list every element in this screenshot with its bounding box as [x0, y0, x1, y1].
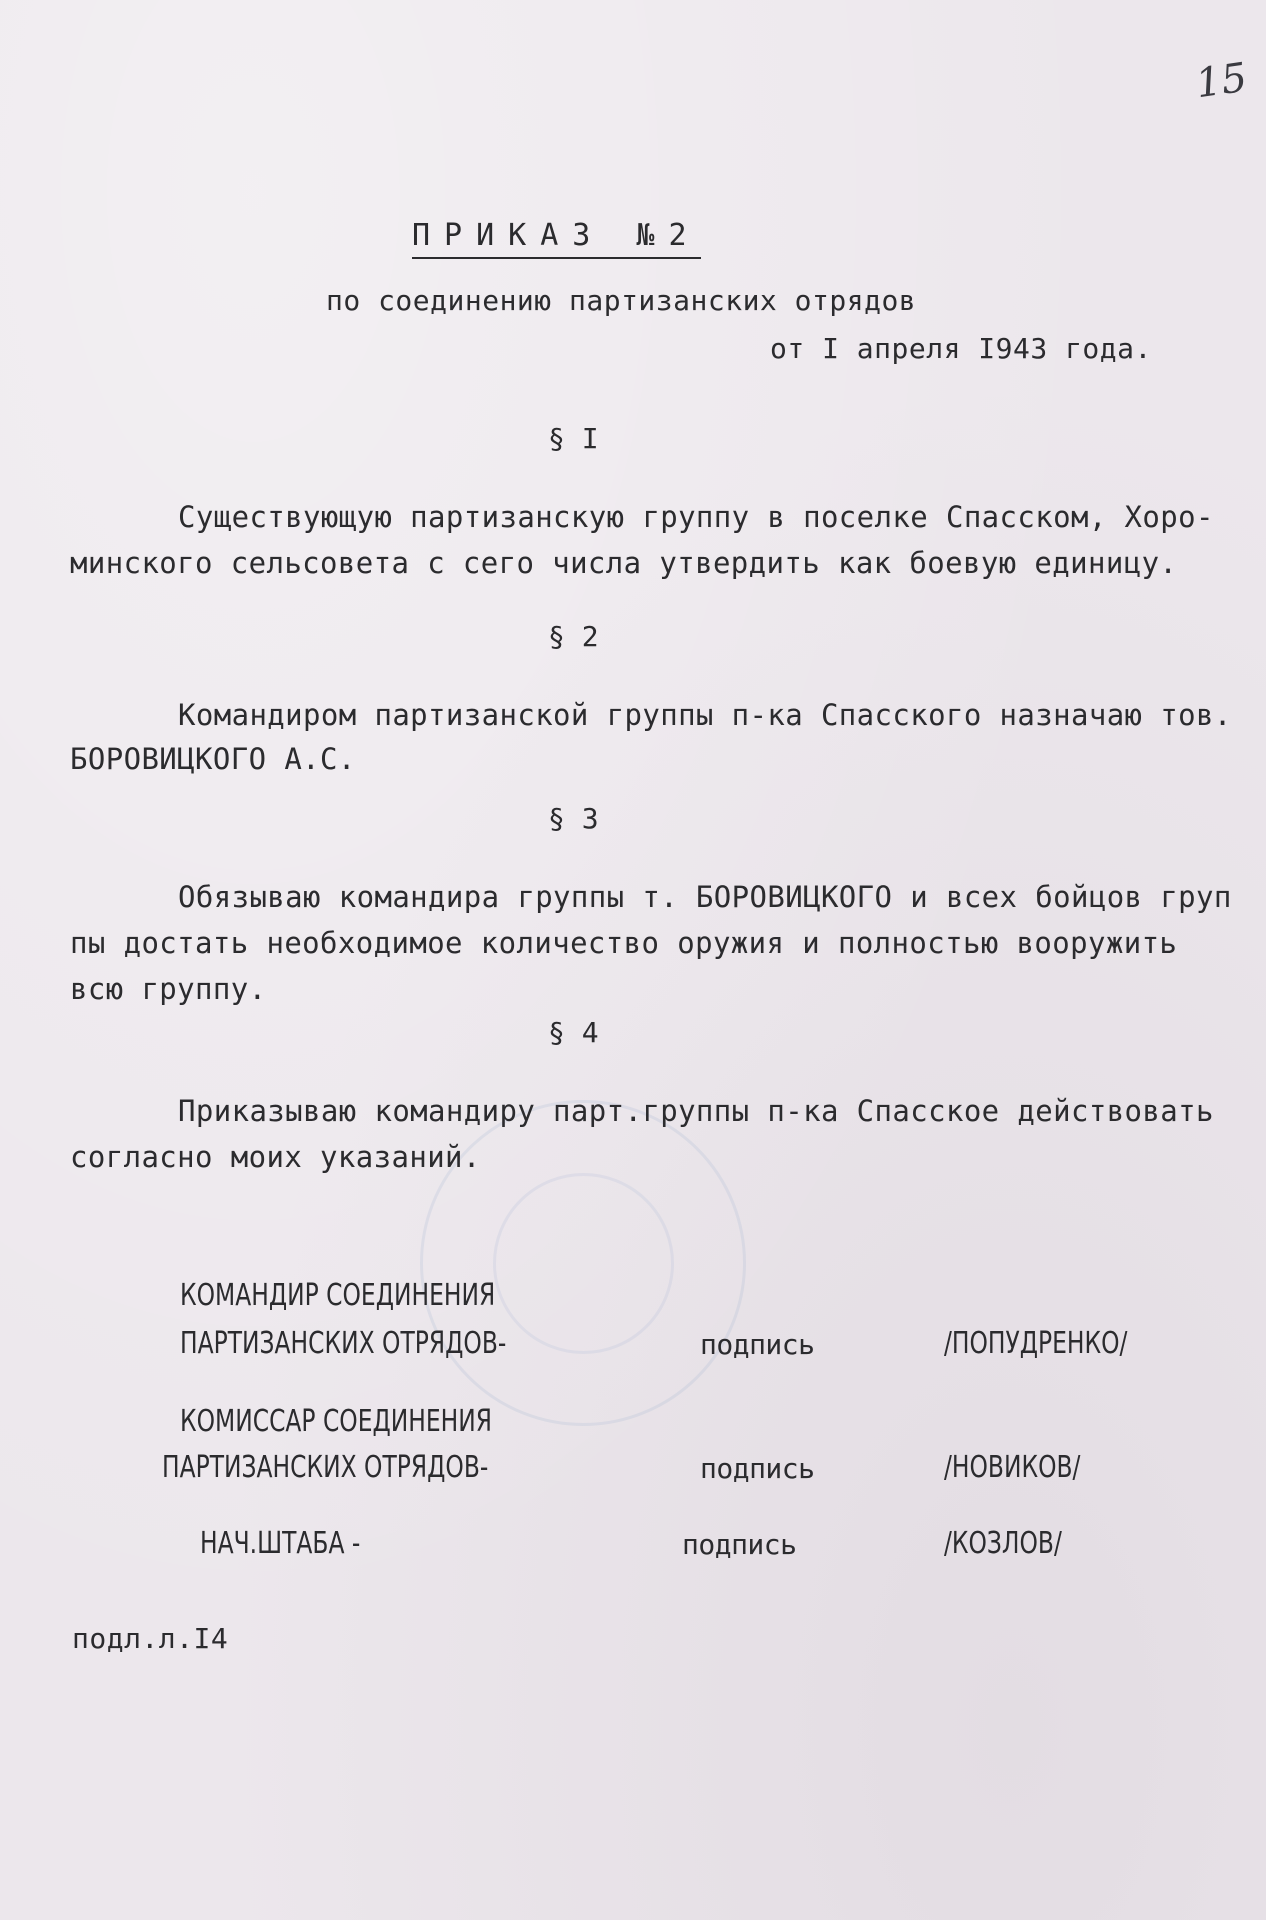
signatory-1-name: /ПОПУДРЕНКО/: [944, 1326, 1128, 1361]
signatory-2-name: /НОВИКОВ/: [944, 1450, 1081, 1485]
signatory-1-title-line-2: ПАРТИЗАНСКИХ ОТРЯДОВ-: [180, 1326, 507, 1361]
document-date: от I апреля I943 года.: [770, 332, 1152, 365]
signatory-2-signature: подпись: [700, 1452, 815, 1485]
section-3-line-1: Обязываю командира группы т. БОРОВИЦКОГО и всех бойцов груп: [178, 880, 1232, 914]
signatory-1-signature: подпись: [700, 1328, 815, 1361]
footer-note: подл.л.I4: [72, 1622, 229, 1655]
section-4-line-1: Приказываю командиру парт.группы п-ка Спасское действовать: [178, 1094, 1214, 1128]
folio-number: 15: [1193, 54, 1250, 108]
section-3-line-3: всю группу.: [70, 972, 267, 1006]
section-4-mark: § 4: [548, 1016, 599, 1049]
signatory-3-signature: подпись: [682, 1528, 797, 1561]
section-1-line-1: Существующую партизанскую группу в поселке Спасском, Хоро-: [178, 500, 1214, 534]
document-title: ПРИКАЗ №2: [412, 218, 701, 259]
section-3-mark: § 3: [548, 802, 599, 835]
section-2-mark: § 2: [548, 620, 599, 653]
section-2-line-2: БОРОВИЦКОГО А.С.: [70, 742, 356, 776]
signatory-2-title-line-1: КОМИССАР СОЕДИНЕНИЯ: [180, 1404, 493, 1439]
section-3-line-2: пы достать необходимое количество оружия и полностью вооружить: [70, 926, 1178, 960]
section-4-line-2: согласно моих указаний.: [70, 1140, 481, 1174]
section-2-line-1: Командиром партизанской группы п-ка Спасского назначаю тов.: [178, 698, 1232, 732]
signatory-3-title: НАЧ.ШТАБА -: [200, 1526, 361, 1561]
document-subtitle: по соединению партизанских отрядов: [326, 284, 917, 317]
signatory-2-title-line-2: ПАРТИЗАНСКИХ ОТРЯДОВ-: [162, 1450, 489, 1485]
signatory-1-title-line-1: КОМАНДИР СОЕДИНЕНИЯ: [180, 1278, 496, 1313]
signatory-3-name: /КОЗЛОВ/: [944, 1526, 1062, 1561]
section-1-mark: § I: [548, 422, 599, 455]
section-1-line-2: минского сельсовета с сего числа утвердить как боевую единицу.: [70, 546, 1178, 580]
